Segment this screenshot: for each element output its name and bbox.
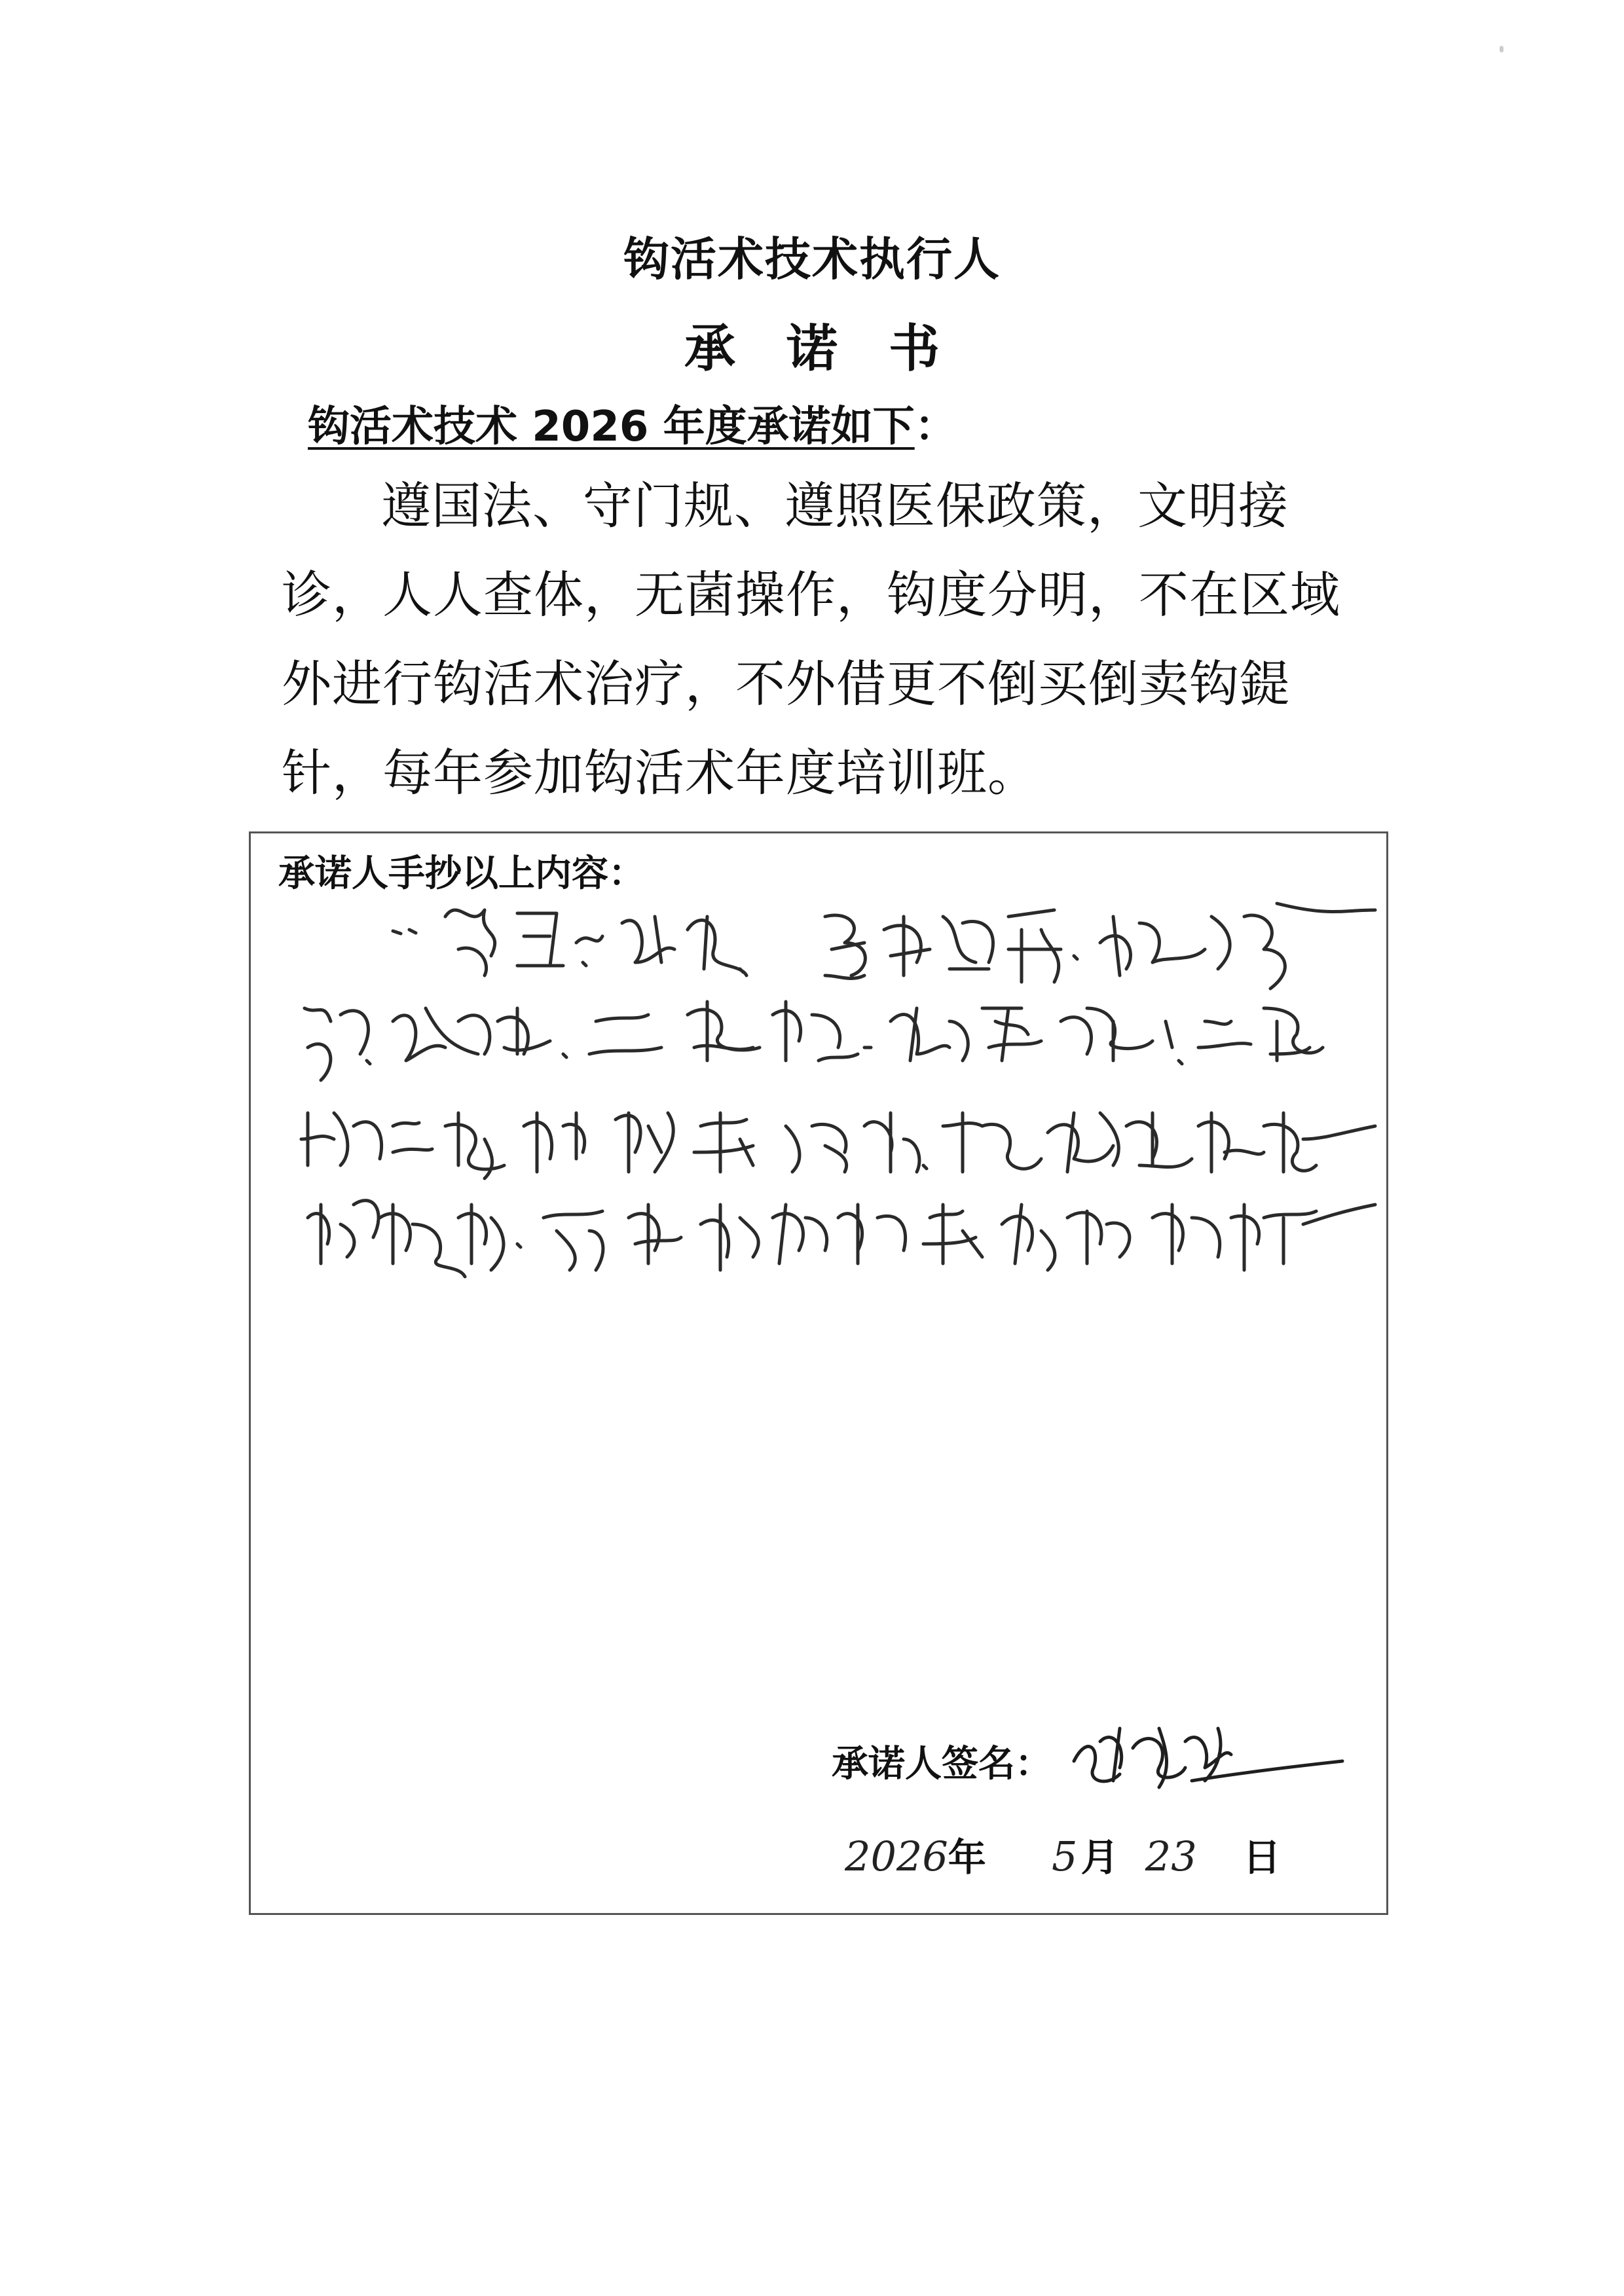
document-title: 钩活术技术执行人	[623, 232, 1001, 286]
document-subtitle: 承诺书	[684, 319, 991, 378]
date-line	[845, 1827, 1281, 1882]
intro-underlined-text: 钩活术技术 2026 年度承诺如下	[308, 403, 915, 451]
date-day: 23	[1145, 1832, 1197, 1880]
pledge-body: 遵国法、守门规、遵照医保政策，文明接诊，人人查体，无菌操作，钩度分明，不在区域外进行钩活术治疗，不外借更不倒买倒卖钩鍉针，每年参加钩活术年度培训班。	[282, 477, 1340, 802]
date-month-unit: 月	[1080, 1835, 1119, 1880]
signature-label: 承诺人签名：	[832, 1743, 1052, 1785]
copy-label: 承诺人手抄以上内容：	[278, 852, 645, 895]
date-year-unit: 年	[948, 1835, 986, 1880]
date-month: 5	[1052, 1832, 1078, 1880]
intro-colon: ：	[914, 403, 957, 451]
date-day-unit: 日	[1242, 1835, 1281, 1880]
date-year: 2026	[845, 1832, 948, 1880]
signature-image	[1061, 1702, 1356, 1800]
